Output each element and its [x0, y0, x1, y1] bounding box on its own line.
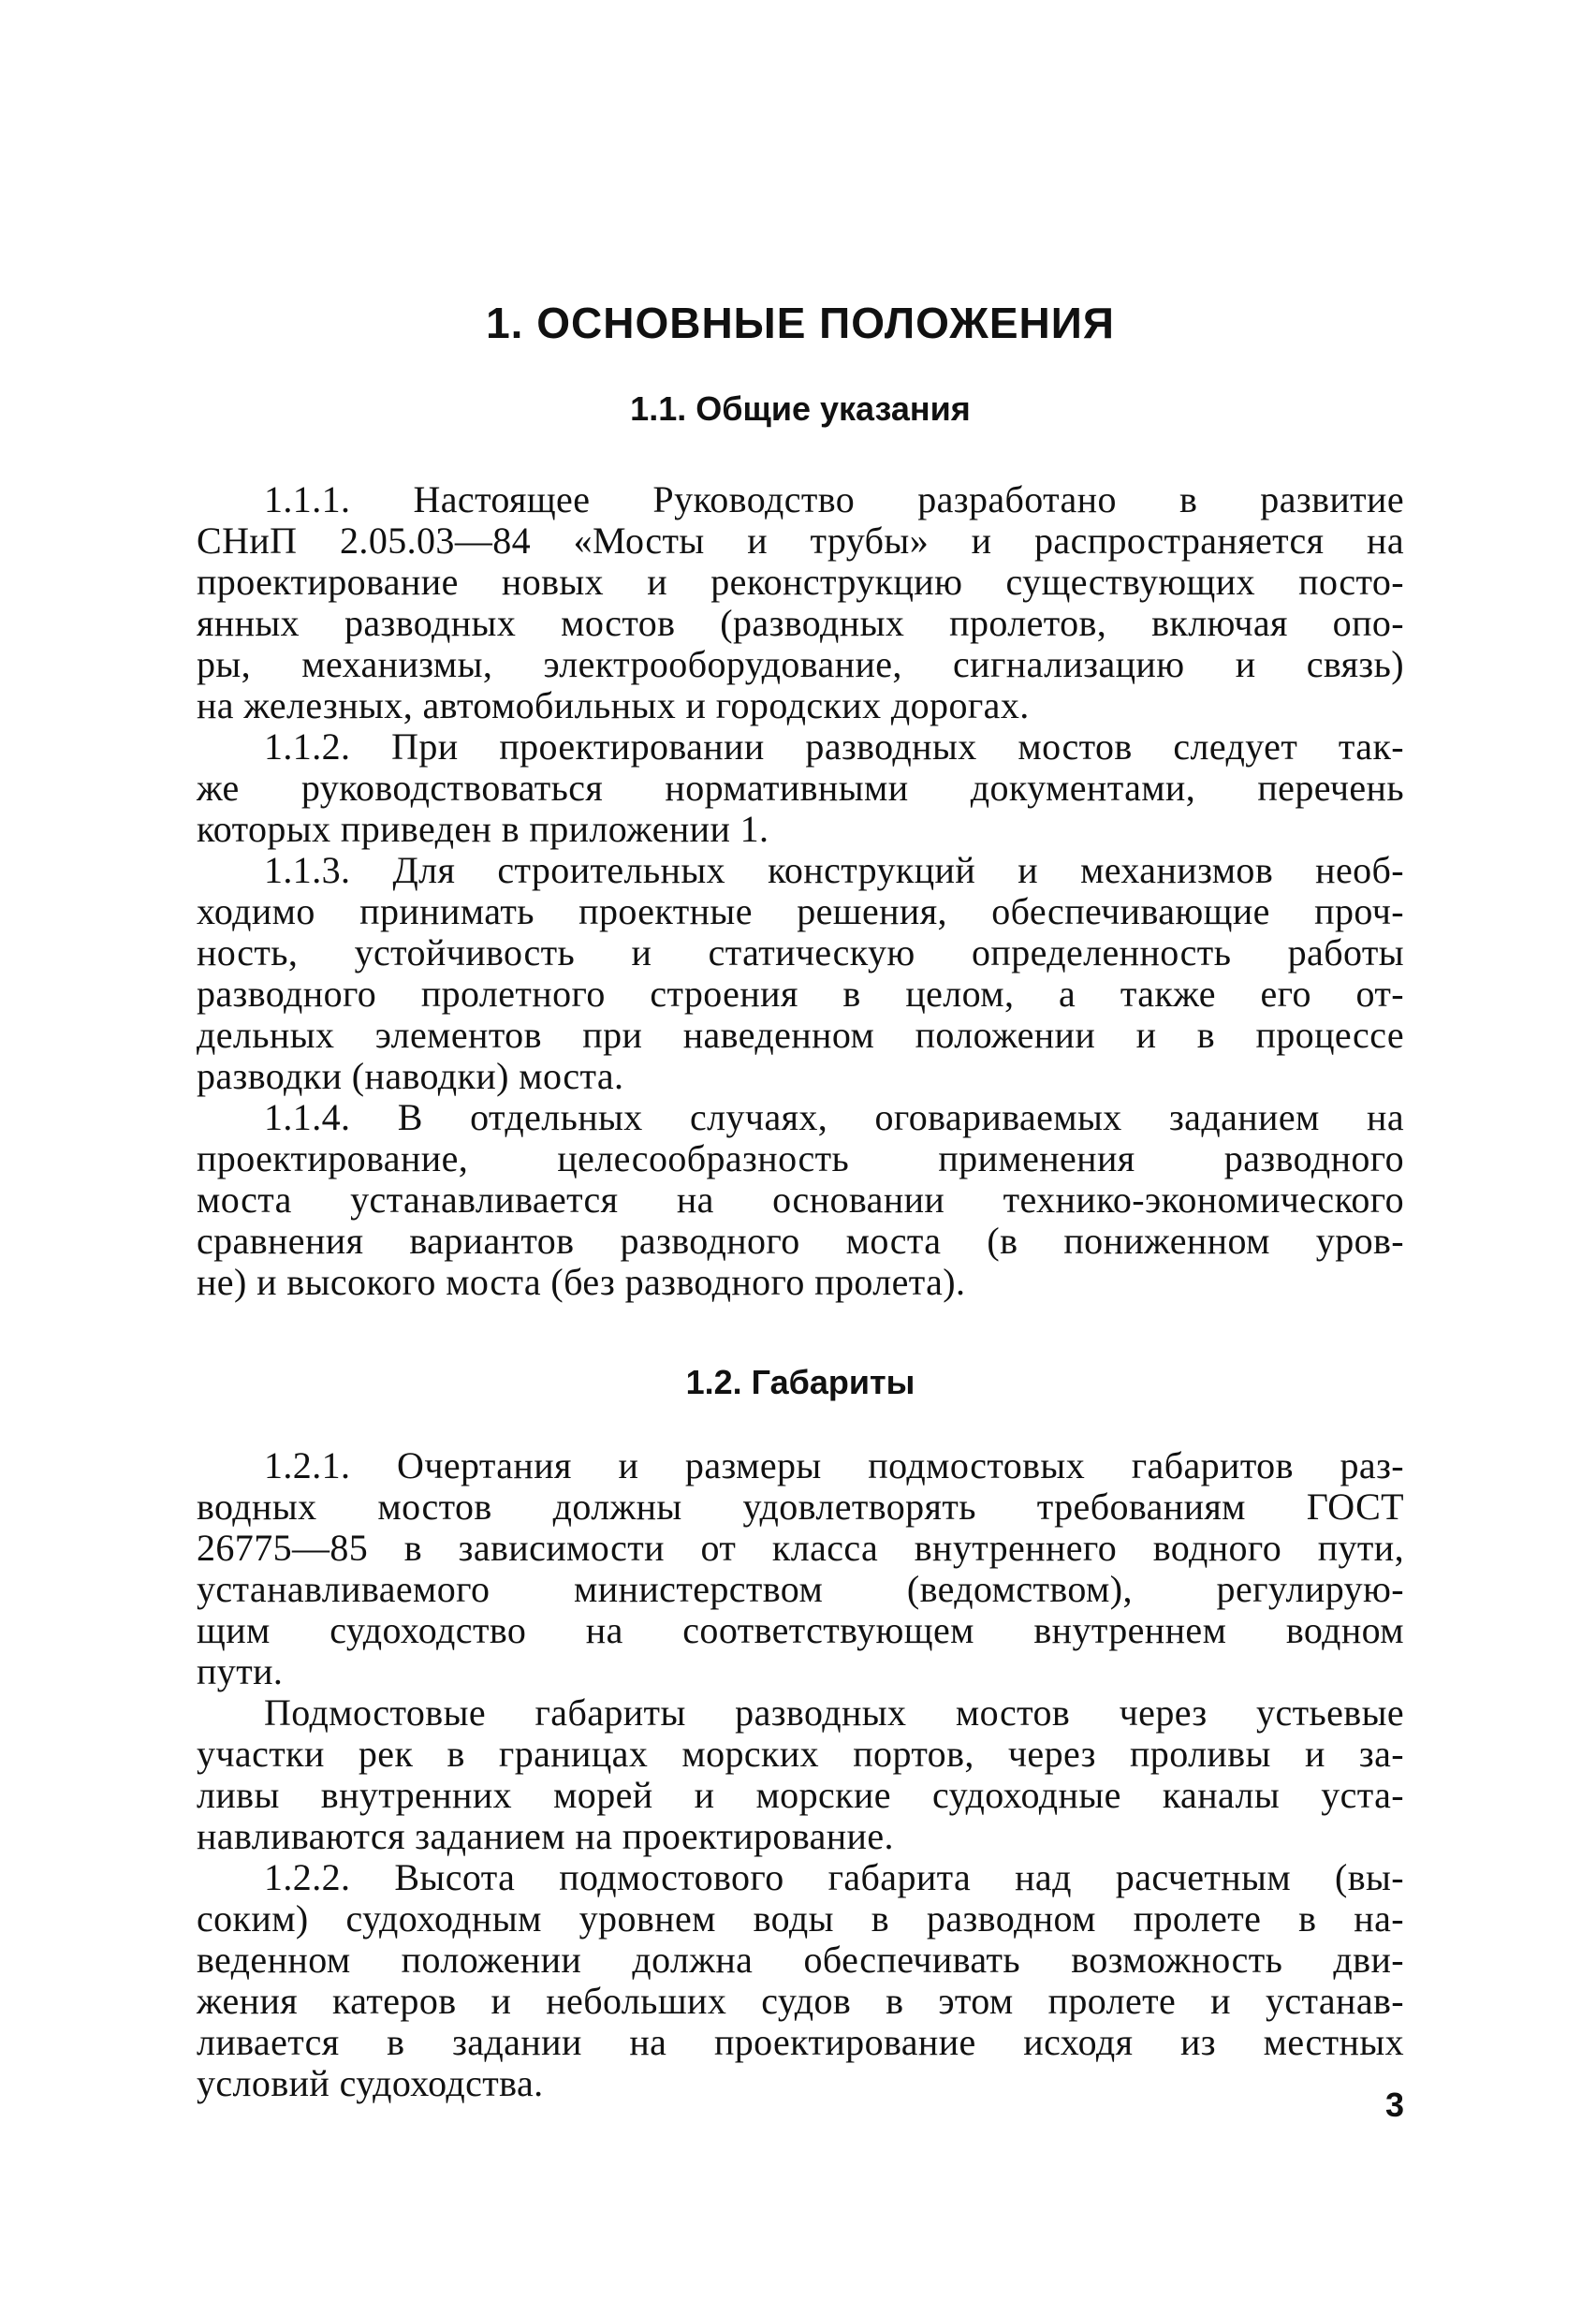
page-number: 3 [1385, 2086, 1405, 2124]
general-provisions-body [197, 479, 1404, 1303]
text-line: 26775—85 в зависимости от класса внутреннего водного пути, [197, 1527, 1404, 1569]
text-line: 1.1.2. При проектировании разводных мостов следует так- [264, 725, 1404, 768]
text-line: жения катеров и небольших судов в этом пролете и устанав- [197, 1980, 1404, 2022]
paragraph-1-2-2 [197, 1857, 1404, 2104]
text-line: ливы внутренних морей и морские судоходные каналы уста- [197, 1774, 1404, 1816]
text-line: условий судоходства. [197, 2062, 544, 2104]
text-line: 1.2.2. Высота подмостового габарита над расчетным (вы- [264, 1856, 1404, 1898]
paragraph-1-1-2 [197, 726, 1404, 850]
text-line: 1.2.1. Очертания и размеры подмостовых габаритов раз- [264, 1444, 1404, 1486]
text-line: же руководствоваться нормативными документами, перечень [197, 767, 1404, 809]
text-line: пути. [197, 1650, 284, 1692]
text-line: ность, устойчивость и статическую определенность работы [197, 931, 1404, 974]
text-line: проектирование, целесообразность применения разводного [197, 1137, 1404, 1179]
text-line: разводки (наводки) моста. [197, 1055, 624, 1097]
text-line: 1.1.3. Для строительных конструкций и механизмов необ- [264, 849, 1404, 891]
paragraph-1-1-3 [197, 850, 1404, 1097]
subsection-title-clearances: 1.2. Габариты [685, 1363, 915, 1401]
paragraph-1-2-1 [197, 1445, 1404, 1692]
text-line: Подмостовые габариты разводных мостов через устьевые [264, 1691, 1404, 1734]
text-line: не) и высокого моста (без разводного пролета). [197, 1261, 966, 1303]
text-line: ходимо принимать проектные решения, обеспечивающие проч- [197, 890, 1404, 932]
text-line: участки рек в границах морских портов, через проливы и за- [197, 1733, 1404, 1775]
text-line: 1.1.1. Настоящее Руководство разработано в развитие [264, 478, 1404, 520]
text-line: проектирование новых и реконструкцию существующих посто- [197, 561, 1404, 603]
document-page [197, 298, 1404, 2104]
text-line: соким) судоходным уровнем воды в разводном пролете в на- [197, 1897, 1404, 1940]
text-line: навливаются заданием на проектирование. [197, 1815, 894, 1857]
paragraph-1-1-4 [197, 1097, 1404, 1303]
text-line: устанавливаемого министерством (ведомством), регулирую- [197, 1568, 1404, 1610]
text-line: на железных, автомобильных и городских дорогах. [197, 684, 1030, 726]
text-line: ры, механизмы, электрооборудование, сигнализацию и связь) [197, 643, 1404, 685]
section-title: 1. ОСНОВНЫЕ ПОЛОЖЕНИЯ [486, 299, 1115, 347]
text-line: 1.1.4. В отдельных случаях, оговариваемых заданием на [264, 1096, 1404, 1138]
paragraph-clearances-estuary [197, 1692, 1404, 1857]
text-line: дельных элементов при наведенном положении и в процессе [197, 1014, 1404, 1056]
text-line: водных мостов должны удовлетворять требованиям ГОСТ [197, 1486, 1404, 1528]
text-line: янных разводных мостов (разводных пролетов, включая опо- [197, 602, 1404, 644]
text-line: сравнения вариантов разводного моста (в пониженном уров- [197, 1220, 1404, 1262]
text-line: щим судоходство на соответствующем внутреннем водном [197, 1609, 1404, 1651]
subsection-title-general: 1.1. Общие указания [630, 389, 971, 428]
clearances-body [197, 1445, 1404, 2104]
text-line: которых приведен в приложении 1. [197, 808, 769, 850]
paragraph-1-1-1 [197, 479, 1404, 726]
text-line: веденном положении должна обеспечивать возможность дви- [197, 1939, 1404, 1981]
text-line: моста устанавливается на основании технико-экономического [197, 1178, 1404, 1221]
text-line: разводного пролетного строения в целом, а также его от- [197, 973, 1404, 1015]
text-line: ливается в задании на проектирование исходя из местных [197, 2021, 1404, 2063]
text-line: СНиП 2.05.03—84 «Мосты и трубы» и распространяется на [197, 520, 1404, 562]
